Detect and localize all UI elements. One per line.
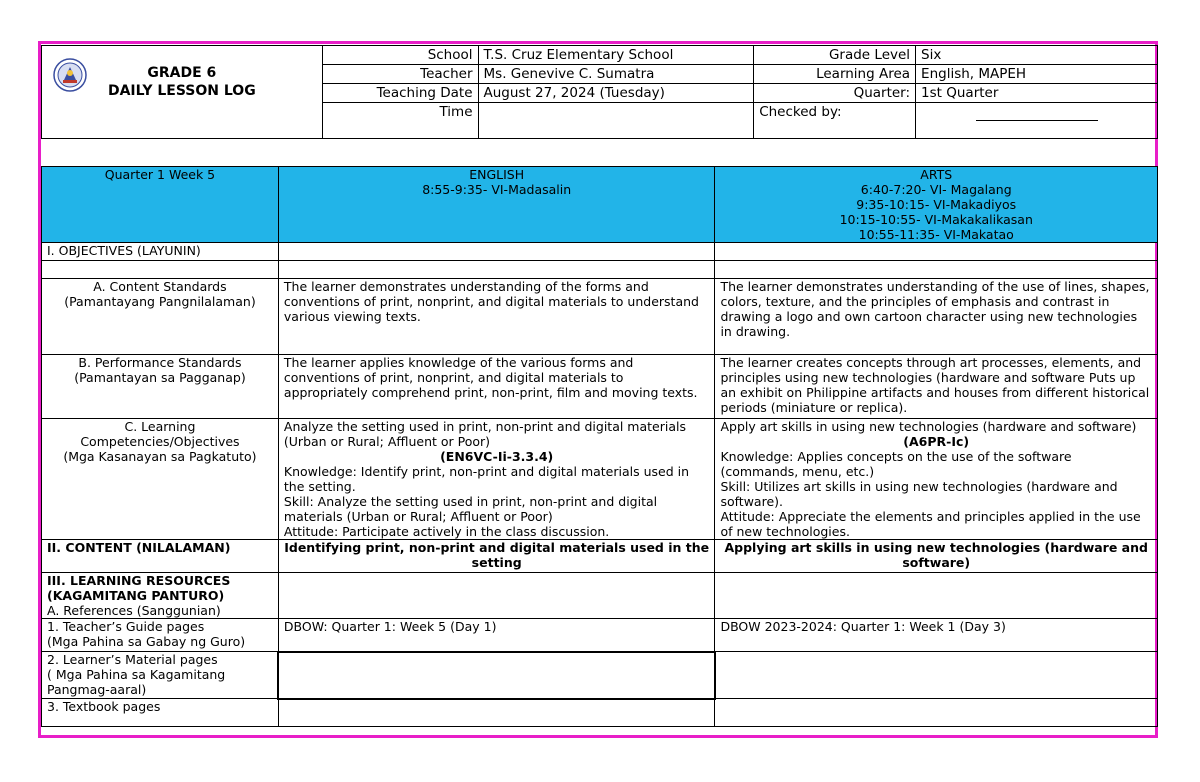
date-label: Teaching Date [322, 84, 478, 103]
empty-cell [278, 699, 715, 727]
learners-material-label [42, 652, 279, 699]
empty-cell [715, 652, 1158, 699]
quarter-label: Quarter: [754, 84, 916, 103]
competencies-arts-intro: Apply art skills in using new technologies (hardware and software) [720, 419, 1137, 434]
learners-material-label-2: ( Mga Pahina sa Kagamitang [47, 667, 226, 682]
table-row [42, 652, 1158, 699]
empty-cell [278, 243, 715, 261]
content-label: II. CONTENT (NILALAMAN) [42, 540, 279, 573]
competencies-label-2: Competencies/Objectives [80, 434, 240, 449]
table-row [42, 419, 1158, 540]
empty-cell [278, 652, 715, 699]
arts-schedule-1: 6:40-7:20- VI- Magalang [860, 182, 1012, 197]
competencies-english-code: (EN6VC-Ii-3.3.4) [440, 449, 554, 464]
signature-line [976, 105, 1098, 121]
content-standards-label-2: (Pamantayang Pangnilalaman) [64, 294, 256, 309]
checked-label: Checked by: [754, 103, 916, 139]
empty-cell [715, 243, 1158, 261]
performance-standards-english: The learner applies knowledge of the various forms and conventions of print, nonprint, and digital materials to appropriately comprehend print, non-print, film and moving texts. [278, 355, 715, 419]
performance-standards-arts: The learner creates concepts through art processes, elements, and principles using new technologies (hardware and software Puts up an exhibit on Philippine artifacts and houses from different historical periods (miniature or replica). [715, 355, 1158, 419]
header-table [41, 45, 1158, 139]
teachers-guide-label [42, 619, 279, 652]
content-standards-label-1: A. Content Standards [93, 279, 227, 294]
content-standards-label [42, 279, 279, 355]
checked-signature-cell [916, 103, 1158, 139]
table-row [42, 261, 1158, 279]
competencies-arts [715, 419, 1158, 540]
table-row [42, 619, 1158, 652]
empty-cell [278, 261, 715, 279]
arts-schedule-4: 10:55-11:35- VI-Makatao [858, 227, 1014, 242]
competencies-english-intro: Analyze the setting used in print, non-print and digital materials (Urban or Rural; Affluent or Poor) [283, 419, 686, 449]
empty-cell [715, 573, 1158, 619]
competencies-english-knowledge: Knowledge: Identify print, non-print and digital materials used in the setting. [283, 464, 690, 494]
title-line-2: DAILY LESSON LOG [107, 83, 256, 99]
lesson-log-table [41, 166, 1158, 727]
competencies-arts-attitude: Attitude: Appreciate the elements and principles applied in the use of new technologies. [720, 509, 1141, 539]
textbook-label: 3. Textbook pages [42, 699, 279, 727]
week-header: Quarter 1 Week 5 [42, 167, 279, 243]
teachers-guide-label-1: 1. Teacher’s Guide pages [47, 619, 205, 634]
table-row [42, 573, 1158, 619]
empty-cell [715, 699, 1158, 727]
competencies-arts-skill: Skill: Utilizes art skills in using new technologies (hardware and software). [720, 479, 1118, 509]
column-header-row [42, 167, 1158, 243]
resources-label [42, 573, 279, 619]
competencies-arts-knowledge: Knowledge: Applies concepts on the use of the software (commands, menu, etc.) [720, 449, 1072, 479]
learners-material-label-3: Pangmag-aaral) [47, 682, 147, 697]
resources-label-2: (KAGAMITANG PANTURO) [47, 588, 225, 603]
references-label: A. References (Sanggunian) [47, 603, 221, 618]
content-standards-english: The learner demonstrates understanding of the forms and conventions of print, nonprint, and digital materials to understand various viewing texts. [278, 279, 715, 355]
competencies-label-1: C. Learning [124, 419, 196, 434]
area-label: Learning Area [754, 65, 916, 84]
resources-label-1: III. LEARNING RESOURCES [47, 573, 231, 588]
arts-title: ARTS [920, 167, 953, 182]
competencies-english-skill: Skill: Analyze the setting used in print, non-print and digital materials (Urban or Rural; Affluent or Poor) [283, 494, 658, 524]
competencies-arts-code: (A6PR-Ic) [903, 434, 970, 449]
arts-schedule-3: 10:15-10:55- VI-Makakalikasan [839, 212, 1033, 227]
content-english: Identifying print, non-print and digital materials used in the setting [278, 540, 715, 573]
empty-cell [278, 573, 715, 619]
performance-standards-label [42, 355, 279, 419]
school-value: T.S. Cruz Elementary School [478, 46, 754, 65]
arts-schedule-2: 9:35-10:15- VI-Makadiyos [856, 197, 1017, 212]
performance-standards-label-2: (Pamantayan sa Pagganap) [74, 370, 246, 385]
grade-value: Six [916, 46, 1158, 65]
teachers-guide-label-2: (Mga Pahina sa Gabay ng Guro) [47, 634, 246, 649]
english-title: ENGLISH [469, 167, 525, 182]
arts-header [715, 167, 1158, 243]
learners-material-label-1: 2. Learner’s Material pages [47, 652, 218, 667]
table-row [42, 279, 1158, 355]
content-arts: Applying art skills in using new technologies (hardware and software) [715, 540, 1158, 573]
teachers-guide-english: DBOW: Quarter 1: Week 5 (Day 1) [278, 619, 715, 652]
quarter-value: 1st Quarter [916, 84, 1158, 103]
table-row [42, 699, 1158, 727]
english-header [278, 167, 715, 243]
competencies-label-3: (Mga Kasanayan sa Pagkatuto) [63, 449, 257, 464]
teacher-value: Ms. Genevive C. Sumatra [478, 65, 754, 84]
competencies-english [278, 419, 715, 540]
area-value: English, MAPEH [916, 65, 1158, 84]
competencies-label [42, 419, 279, 540]
time-value [478, 103, 754, 139]
time-label: Time [322, 103, 478, 139]
school-label: School [322, 46, 478, 65]
table-row [42, 243, 1158, 261]
english-schedule: 8:55-9:35- VI-Madasalin [422, 182, 572, 197]
table-row [42, 540, 1158, 573]
empty-cell [42, 261, 279, 279]
performance-standards-label-1: B. Performance Standards [78, 355, 242, 370]
title-line-1: GRADE 6 [147, 65, 217, 81]
objectives-label: I. OBJECTIVES (LAYUNIN) [42, 243, 279, 261]
date-value: August 27, 2024 (Tuesday) [478, 84, 754, 103]
teachers-guide-arts: DBOW 2023-2024: Quarter 1: Week 1 (Day 3) [715, 619, 1158, 652]
competencies-english-attitude: Attitude: Participate actively in the class discussion. [283, 524, 610, 539]
table-row [42, 355, 1158, 419]
grade-label: Grade Level [754, 46, 916, 65]
empty-cell [715, 261, 1158, 279]
title-cell [42, 46, 323, 139]
content-standards-arts: The learner demonstrates understanding of the use of lines, shapes, colors, texture, and the principles of emphasis and contrast in drawing a logo and own cartoon character using new technologies in drawing. [715, 279, 1158, 355]
teacher-label: Teacher [322, 65, 478, 84]
